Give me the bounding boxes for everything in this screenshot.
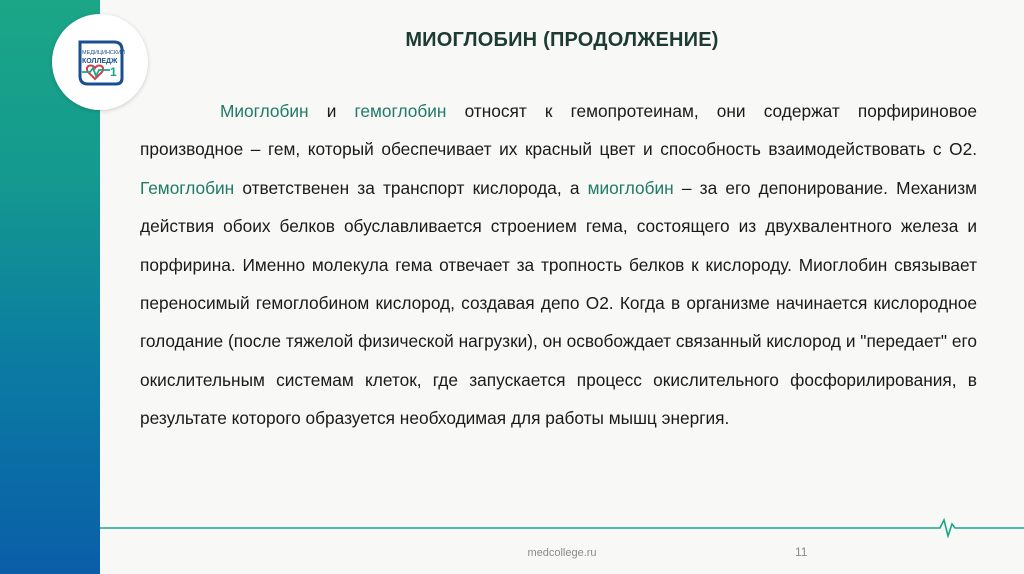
footer-pulse-line (100, 518, 1024, 538)
logo-line1: МЕДИЦИНСКИЙ (82, 50, 126, 56)
highlighted-term: гемоглобин (354, 101, 447, 121)
body-paragraph (140, 92, 977, 438)
body-text-segment: и (308, 101, 355, 121)
page-number: 11 (795, 545, 808, 559)
logo-line2: КОЛЛЕДЖ (82, 58, 118, 65)
slide-title: МИОГЛОБИН (ПРОДОЛЖЕНИЕ) (405, 29, 719, 51)
footer-url: medcollege.ru (527, 547, 597, 559)
highlighted-term: Гемоглобин (140, 177, 235, 198)
body-text-segment: – за его депонирование. Механизм действия обоих белков обуславливается строением гема, состоящего из двухвалентного железа и порфирина. Именно молекула гема отвечает за тропность белков к кислороду. Миоглобин связывает переносимый гемоглобином кислород, создавая депо О2. Когда в организме начинается кислородное голодание (после тяжелой физической нагрузки), он освобождает связанный кислород и "передает" его окислительным системам клеток, где запускается процесс окислительного фосфорилирования, в результате которого образуется необходимая для работы мышц энергия. (140, 177, 978, 429)
body-text-segment: ответственен за транспорт кислорода, а (234, 177, 588, 198)
slide-body (140, 92, 977, 438)
highlighted-term: Миоглобин (220, 101, 309, 121)
highlighted-term: миоглобин (587, 177, 674, 198)
body-text-segment: относят к гемопротеинам, они содержат порфириновое производное – гем, который обеспечивает их красный цвет и способность взаимодействовать с О2. (140, 101, 977, 160)
logo-number: 1 (110, 65, 117, 79)
